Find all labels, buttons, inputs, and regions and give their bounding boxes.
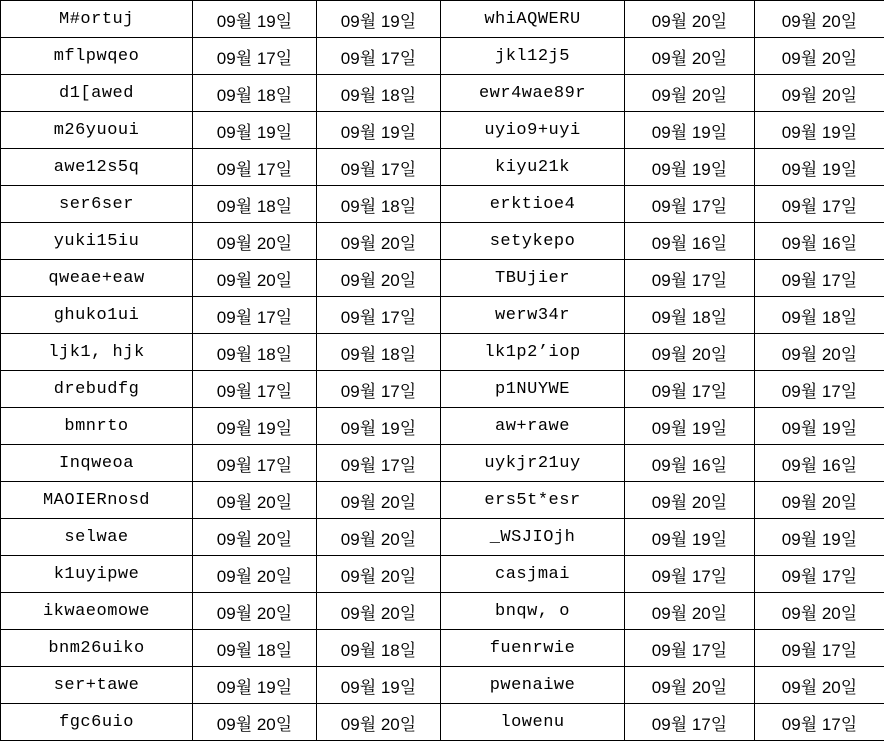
- cell-date-a1: 09월 20일: [193, 260, 317, 297]
- cell-date-b2: 09월 20일: [755, 75, 884, 112]
- cell-date-b1: 09월 18일: [625, 297, 755, 334]
- cell-name-a: k1uyipwe: [1, 556, 193, 593]
- table-row: [1, 223, 884, 260]
- cell-name-b: bnqw, o: [441, 593, 625, 630]
- table-row: [1, 556, 884, 593]
- cell-date-b2: 09월 20일: [755, 334, 884, 371]
- table-row: [1, 260, 884, 297]
- cell-date-a1: 09월 17일: [193, 38, 317, 75]
- cell-name-b: fuenrwie: [441, 630, 625, 667]
- cell-date-a2: 09월 17일: [317, 38, 441, 75]
- cell-date-a2: 09월 17일: [317, 371, 441, 408]
- cell-date-a2: 09월 20일: [317, 593, 441, 630]
- cell-name-b: kiyu21k: [441, 149, 625, 186]
- cell-date-a1: 09월 17일: [193, 445, 317, 482]
- cell-name-a: drebudfg: [1, 371, 193, 408]
- cell-name-a: mflpwqeo: [1, 38, 193, 75]
- cell-date-b2: 09월 20일: [755, 667, 884, 704]
- cell-name-a: m26yuoui: [1, 112, 193, 149]
- cell-name-b: whiAQWERU: [441, 1, 625, 38]
- table-row: [1, 667, 884, 704]
- cell-date-a1: 09월 17일: [193, 149, 317, 186]
- cell-date-b1: 09월 20일: [625, 75, 755, 112]
- cell-date-b1: 09월 17일: [625, 630, 755, 667]
- cell-date-a2: 09월 18일: [317, 334, 441, 371]
- cell-date-b1: 09월 19일: [625, 149, 755, 186]
- cell-date-b1: 09월 17일: [625, 186, 755, 223]
- table-row: [1, 408, 884, 445]
- cell-name-a: qweae+eaw: [1, 260, 193, 297]
- cell-date-b1: 09월 19일: [625, 408, 755, 445]
- cell-name-b: lowenu: [441, 704, 625, 741]
- cell-name-b: uykjr21uy: [441, 445, 625, 482]
- cell-date-b2: 09월 16일: [755, 445, 884, 482]
- cell-date-a1: 09월 20일: [193, 593, 317, 630]
- cell-date-a2: 09월 20일: [317, 223, 441, 260]
- cell-date-b2: 09월 17일: [755, 260, 884, 297]
- cell-date-b2: 09월 20일: [755, 1, 884, 38]
- cell-date-a2: 09월 18일: [317, 186, 441, 223]
- cell-date-a1: 09월 19일: [193, 667, 317, 704]
- cell-date-b1: 09월 20일: [625, 667, 755, 704]
- cell-date-b1: 09월 16일: [625, 223, 755, 260]
- cell-date-b2: 09월 19일: [755, 149, 884, 186]
- cell-name-b: setykepo: [441, 223, 625, 260]
- cell-date-a1: 09월 20일: [193, 704, 317, 741]
- cell-name-a: ser6ser: [1, 186, 193, 223]
- cell-date-a2: 09월 18일: [317, 75, 441, 112]
- table-row: [1, 593, 884, 630]
- cell-date-b1: 09월 19일: [625, 112, 755, 149]
- cell-date-b1: 09월 20일: [625, 38, 755, 75]
- cell-date-b2: 09월 20일: [755, 482, 884, 519]
- cell-name-a: awe12s5q: [1, 149, 193, 186]
- table-row: [1, 371, 884, 408]
- cell-date-b2: 09월 17일: [755, 630, 884, 667]
- cell-date-b2: 09월 17일: [755, 186, 884, 223]
- table-row: [1, 1, 884, 38]
- cell-date-a1: 09월 19일: [193, 1, 317, 38]
- cell-date-a2: 09월 18일: [317, 630, 441, 667]
- cell-date-a1: 09월 20일: [193, 556, 317, 593]
- cell-date-b1: 09월 17일: [625, 556, 755, 593]
- cell-date-b2: 09월 20일: [755, 38, 884, 75]
- cell-date-a2: 09월 20일: [317, 260, 441, 297]
- table-row: [1, 297, 884, 334]
- table-row: [1, 482, 884, 519]
- cell-date-b2: 09월 20일: [755, 593, 884, 630]
- cell-date-b2: 09월 19일: [755, 112, 884, 149]
- cell-date-b2: 09월 16일: [755, 223, 884, 260]
- table-row: [1, 630, 884, 667]
- table-row: [1, 75, 884, 112]
- cell-name-a: bnm26uiko: [1, 630, 193, 667]
- table-row: [1, 149, 884, 186]
- cell-date-a1: 09월 20일: [193, 223, 317, 260]
- cell-date-a1: 09월 17일: [193, 297, 317, 334]
- table-row: [1, 112, 884, 149]
- cell-date-b1: 09월 20일: [625, 482, 755, 519]
- cell-date-a2: 09월 19일: [317, 112, 441, 149]
- cell-date-a1: 09월 17일: [193, 371, 317, 408]
- cell-name-b: ers5t*esr: [441, 482, 625, 519]
- cell-date-b1: 09월 17일: [625, 704, 755, 741]
- cell-date-a2: 09월 17일: [317, 297, 441, 334]
- cell-date-a1: 09월 19일: [193, 112, 317, 149]
- cell-name-b: werw34r: [441, 297, 625, 334]
- cell-name-a: ser+tawe: [1, 667, 193, 704]
- cell-date-b1: 09월 19일: [625, 519, 755, 556]
- cell-date-b1: 09월 20일: [625, 593, 755, 630]
- cell-date-a1: 09월 18일: [193, 186, 317, 223]
- cell-name-b: casjmai: [441, 556, 625, 593]
- cell-name-b: jkl12j5: [441, 38, 625, 75]
- cell-date-b2: 09월 17일: [755, 556, 884, 593]
- cell-date-a2: 09월 19일: [317, 408, 441, 445]
- cell-date-a2: 09월 20일: [317, 519, 441, 556]
- cell-date-b2: 09월 19일: [755, 408, 884, 445]
- cell-date-b1: 09월 20일: [625, 334, 755, 371]
- cell-date-a2: 09월 17일: [317, 445, 441, 482]
- cell-name-a: yuki15iu: [1, 223, 193, 260]
- cell-date-a2: 09월 17일: [317, 149, 441, 186]
- cell-name-b: lk1p2’iop: [441, 334, 625, 371]
- table-body: [1, 1, 884, 741]
- table-row: [1, 334, 884, 371]
- cell-date-b2: 09월 17일: [755, 371, 884, 408]
- cell-date-a1: 09월 18일: [193, 334, 317, 371]
- cell-date-a1: 09월 18일: [193, 630, 317, 667]
- cell-date-b2: 09월 17일: [755, 704, 884, 741]
- cell-date-a2: 09월 19일: [317, 1, 441, 38]
- table-row: [1, 704, 884, 741]
- cell-name-b: pwenaiwe: [441, 667, 625, 704]
- cell-name-b: erktioe4: [441, 186, 625, 223]
- cell-name-b: TBUjier: [441, 260, 625, 297]
- cell-name-a: ljk1, hjk: [1, 334, 193, 371]
- cell-date-b1: 09월 17일: [625, 260, 755, 297]
- cell-date-a1: 09월 18일: [193, 75, 317, 112]
- cell-date-a1: 09월 20일: [193, 482, 317, 519]
- cell-date-b1: 09월 20일: [625, 1, 755, 38]
- cell-date-b2: 09월 19일: [755, 519, 884, 556]
- cell-name-a: Inqweoa: [1, 445, 193, 482]
- table-row: [1, 445, 884, 482]
- cell-date-a2: 09월 19일: [317, 667, 441, 704]
- cell-date-a2: 09월 20일: [317, 482, 441, 519]
- table-row: [1, 519, 884, 556]
- cell-name-a: fgc6uio: [1, 704, 193, 741]
- cell-name-b: _WSJIOjh: [441, 519, 625, 556]
- cell-name-a: MAOIERnosd: [1, 482, 193, 519]
- cell-name-a: bmnrto: [1, 408, 193, 445]
- cell-date-b1: 09월 16일: [625, 445, 755, 482]
- cell-name-b: p1NUYWE: [441, 371, 625, 408]
- cell-name-a: selwae: [1, 519, 193, 556]
- cell-name-b: aw+rawe: [441, 408, 625, 445]
- cell-date-a1: 09월 19일: [193, 408, 317, 445]
- cell-name-b: uyio9+uyi: [441, 112, 625, 149]
- cell-date-a1: 09월 20일: [193, 519, 317, 556]
- cell-name-a: M#ortuj: [1, 1, 193, 38]
- cell-date-a2: 09월 20일: [317, 556, 441, 593]
- cell-date-a2: 09월 20일: [317, 704, 441, 741]
- table-row: [1, 186, 884, 223]
- cell-date-b2: 09월 18일: [755, 297, 884, 334]
- cell-name-a: ghuko1ui: [1, 297, 193, 334]
- cell-date-b1: 09월 17일: [625, 371, 755, 408]
- cell-name-a: ikwaeomowe: [1, 593, 193, 630]
- table-row: [1, 38, 884, 75]
- cell-name-b: ewr4wae89r: [441, 75, 625, 112]
- cell-name-a: d1[awed: [1, 75, 193, 112]
